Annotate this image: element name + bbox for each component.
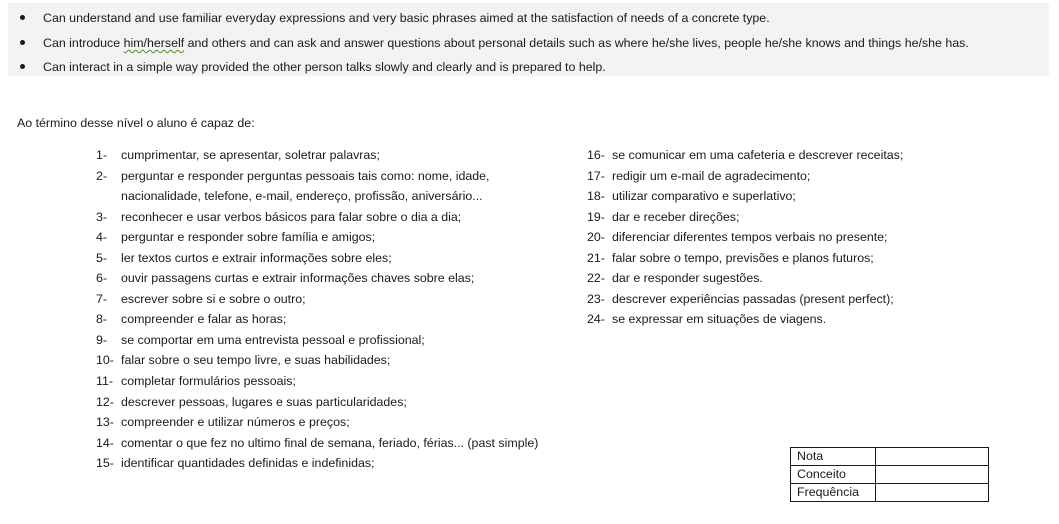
objective-number: 24- [587, 312, 605, 327]
grade-row [791, 448, 989, 466]
objective-item [587, 309, 1007, 330]
objectives-list-right [587, 145, 1007, 330]
objective-text: comentar o que fez no ultimo final de semana, feriado, férias... (past simple) [121, 435, 539, 450]
objective-number: 8- [96, 312, 108, 327]
objective-number: 15- [96, 456, 114, 471]
objective-text: diferenciar diferentes tempos verbais no presente; [612, 230, 888, 245]
objective-text: reconhecer e usar verbos básicos para falar sobre o dia a dia; [121, 209, 462, 224]
objective-number: 5- [96, 250, 108, 265]
objective-text: falar sobre o tempo, previsões e planos futuros; [612, 250, 874, 265]
objective-item [96, 166, 566, 207]
objective-number: 18- [587, 189, 605, 204]
objectives-list-left [96, 145, 566, 474]
grade-label: Conceito [791, 466, 876, 484]
objective-text: descrever pessoas, lugares e suas particularidades; [121, 394, 407, 409]
objective-item [96, 412, 566, 433]
objective-number: 4- [96, 230, 108, 245]
objective-item [96, 227, 566, 248]
objective-text: ler textos curtos e extrair informações sobre eles; [121, 250, 392, 265]
objective-number: 11- [96, 374, 113, 389]
grade-label: Frequência [791, 484, 876, 502]
objective-number: 14- [96, 435, 114, 450]
objective-number: 17- [587, 168, 605, 183]
objective-item [587, 268, 1007, 289]
bullet-dot-icon [20, 40, 25, 45]
bullet-dot-icon [20, 64, 25, 69]
objective-number: 2- [96, 168, 108, 183]
objective-text: utilizar comparativo e superlativo; [612, 189, 796, 204]
grade-value-cell[interactable] [876, 448, 989, 466]
objective-text: perguntar e responder perguntas pessoais tais como: nome, idade, nacionalidade, telefone, e-mail, endereço, profissão, aniversário... [121, 168, 490, 204]
objective-number: 23- [587, 291, 605, 306]
bullet-text: Can introduce him/herself and others and can ask and answer questions about personal details such as where he/she lives, people he/she knows and things he/she has. [43, 36, 969, 50]
objective-text: falar sobre o seu tempo livre, e suas habilidades; [121, 353, 391, 368]
objective-item [96, 268, 566, 289]
objective-item [587, 207, 1007, 228]
objective-item [96, 453, 566, 474]
objective-item [587, 289, 1007, 310]
objective-text: perguntar e responder sobre família e amigos; [121, 230, 376, 245]
objective-number: 9- [96, 332, 108, 347]
objective-item [587, 248, 1007, 269]
objective-text: compreender e falar as horas; [121, 312, 287, 327]
objective-item [587, 145, 1007, 166]
objective-text: cumprimentar, se apresentar, soletrar palavras; [121, 148, 380, 162]
objective-item [587, 227, 1007, 248]
objective-item [96, 330, 566, 351]
objective-item [96, 392, 566, 413]
bullet-text: Can understand and use familiar everyday expressions and very basic phrases aimed at the satisfaction of needs of a concrete type. [43, 11, 770, 25]
objective-item [96, 289, 566, 310]
objective-number: 21- [587, 250, 605, 265]
objective-number: 12- [96, 394, 114, 409]
objective-number: 7- [96, 291, 108, 306]
objective-text: compreender e utilizar números e preços; [121, 415, 350, 430]
objective-item [96, 309, 566, 330]
objective-item [587, 186, 1007, 207]
objective-text: se comportar em uma entrevista pessoal e profissional; [121, 332, 425, 347]
grade-value-cell[interactable] [876, 484, 989, 502]
bullet-text: Can interact in a simple way provided the other person talks slowly and clearly and is prepared to help. [43, 60, 606, 74]
objective-text: redigir um e-mail de agradecimento; [612, 168, 811, 183]
grade-value-cell[interactable] [876, 466, 989, 484]
objective-item [96, 145, 566, 166]
objective-number: 10- [96, 353, 114, 368]
objective-number: 22- [587, 271, 605, 286]
objective-text: escrever sobre si e sobre o outro; [121, 291, 306, 306]
objective-item [96, 350, 566, 371]
objective-number: 1- [96, 148, 108, 162]
objective-item [96, 207, 566, 228]
spellcheck-flagged-word[interactable]: him/herself [123, 36, 185, 50]
objective-number: 3- [96, 209, 108, 224]
objective-item [96, 371, 566, 392]
bullet-dot-icon [20, 15, 25, 20]
intro-text: Ao término desse nível o aluno é capaz de: [17, 116, 255, 130]
objective-text: se comunicar em uma cafeteria e descrever receitas; [612, 148, 904, 162]
grade-label: Nota [791, 448, 876, 466]
grade-row [791, 466, 989, 484]
objective-text: dar e responder sugestões. [612, 271, 763, 286]
objective-number: 19- [587, 209, 605, 224]
objective-item [587, 166, 1007, 187]
objective-number: 16- [587, 148, 605, 162]
objective-text: descrever experiências passadas (present perfect); [612, 291, 894, 306]
can-do-statements-box [8, 3, 1049, 76]
objective-text: ouvir passagens curtas e extrair informações chaves sobre elas; [121, 271, 475, 286]
objective-text: identificar quantidades definidas e indefinidas; [121, 456, 375, 471]
objective-item [96, 433, 566, 454]
objective-number: 6- [96, 271, 108, 286]
grade-row [791, 484, 989, 502]
objective-number: 13- [96, 415, 114, 430]
grade-table [790, 447, 989, 502]
objective-number: 20- [587, 230, 605, 245]
objective-text: completar formulários pessoais; [121, 374, 296, 389]
objective-text: se expressar em situações de viagens. [612, 312, 827, 327]
objective-text: dar e receber direções; [612, 209, 740, 224]
objective-item [96, 248, 566, 269]
